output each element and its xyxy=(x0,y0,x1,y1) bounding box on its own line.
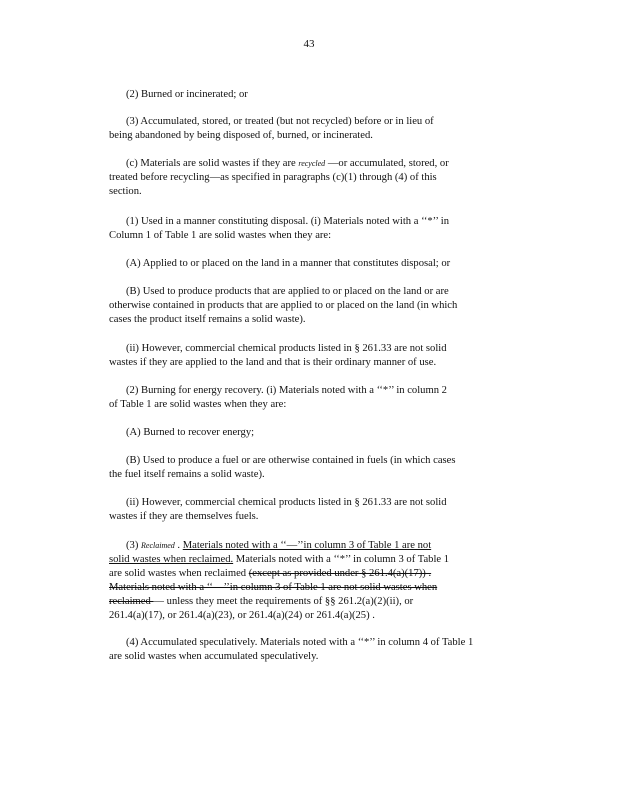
paragraph-commercial-products-fuels xyxy=(109,496,504,524)
text-line: 261.4(a)(17), or 261.4(a)(23), or 261.4(a)(24) or 261.4(a)(25) . xyxy=(109,610,375,621)
paragraph-reclaimed xyxy=(109,539,504,623)
text-line: (B) Used to produce products that are applied to or placed on the land or are xyxy=(126,286,449,297)
paragraph-burning-energy xyxy=(109,384,504,412)
paragraph-burned-incinerated xyxy=(109,88,504,102)
paragraph-used-produce-fuel xyxy=(109,454,504,482)
text-line: (A) Burned to recover energy; xyxy=(126,427,255,438)
text-line: are solid wastes when accumulated speculatively. xyxy=(109,651,319,662)
text-line: the fuel itself remains a solid waste). xyxy=(109,469,265,480)
struck-text: Materials noted with a ‘‘—’’in column 3 of Table 1 are not solid wastes when xyxy=(109,582,438,593)
text-line: (ii) However, commercial chemical products listed in § 261.33 are not solid xyxy=(126,343,447,354)
text-line: (3) Accumulated, stored, or treated (but not recycled) before or in lieu of xyxy=(126,116,434,127)
text-line: (4) Accumulated speculatively. Materials noted with a ‘‘*’’ in column 4 of Table 1 xyxy=(126,637,474,648)
paragraph-accumulated-speculatively xyxy=(109,636,504,664)
text-line: wastes if they are themselves fuels. xyxy=(109,511,259,522)
text-line: (3) Reclaimed . Materials noted with a ‘‘—’’in column 3 of Table 1 are not xyxy=(126,540,432,551)
text-line: cases the product itself remains a solid waste). xyxy=(109,314,306,325)
text-line: reclaimed — unless they meet the requirements of §§ 261.2(a)(2)(ii), or xyxy=(109,596,414,607)
page-number: 43 xyxy=(303,38,315,50)
text-line: being abandoned by being disposed of, burned, or incinerated. xyxy=(109,130,373,141)
inserted-text: Materials noted with a ‘‘—’’in column 3 of Table 1 are not xyxy=(182,540,432,551)
text-line: (ii) However, commercial chemical products listed in § 261.33 are not solid xyxy=(126,497,447,508)
text-line: of Table 1 are solid wastes when they are: xyxy=(109,399,287,410)
inserted-text: solid wastes when reclaimed. xyxy=(109,554,234,565)
paragraph-materials-recycled xyxy=(109,157,504,199)
struck-text: (except as provided under § 261.4(a)(17)) . xyxy=(248,568,432,579)
text-line: (1) Used in a manner constituting disposal. (i) Materials noted with a ‘‘*’’ in xyxy=(126,216,450,227)
text-line: (B) Used to produce a fuel or are otherwise contained in fuels (in which cases xyxy=(126,455,456,466)
paragraph-used-produce-products xyxy=(109,285,504,327)
text-line: solid wastes when reclaimed. Materials noted with a ‘‘*’’ in column 3 of Table 1 xyxy=(109,554,450,565)
text-line: (c) Materials are solid wastes if they are recycled —or accumulated, stored, or xyxy=(126,158,449,169)
text-line: otherwise contained in products that are applied to or placed on the land (in which xyxy=(109,300,458,311)
paragraph-accumulated-stored xyxy=(109,115,504,143)
text-line: wastes if they are applied to the land and that is their ordinary manner of use. xyxy=(109,357,437,368)
paragraph-commercial-products-land xyxy=(109,342,504,370)
text-line: (2) Burning for energy recovery. (i) Materials noted with a ‘‘*’’ in column 2 xyxy=(126,385,447,396)
text-line: are solid wastes when reclaimed (except as provided under § 261.4(a)(17)) . xyxy=(109,568,432,579)
text-line: section. xyxy=(109,186,142,197)
paragraph-used-disposal xyxy=(109,215,504,243)
text-line: (A) Applied to or placed on the land in a manner that constitutes disposal; or xyxy=(126,258,451,269)
reclaimed-term: Reclaimed xyxy=(141,541,175,550)
text-line: (2) Burned or incinerated; or xyxy=(126,89,248,100)
text-line: treated before recycling—as specified in paragraphs (c)(1) through (4) of this xyxy=(109,172,437,183)
paragraph-burned-recover xyxy=(109,426,504,440)
text-line: Column 1 of Table 1 are solid wastes when they are: xyxy=(109,230,332,241)
paragraph-applied-land xyxy=(109,257,504,271)
struck-text: reclaimed xyxy=(109,596,154,607)
recycled-term: recycled xyxy=(298,159,326,168)
